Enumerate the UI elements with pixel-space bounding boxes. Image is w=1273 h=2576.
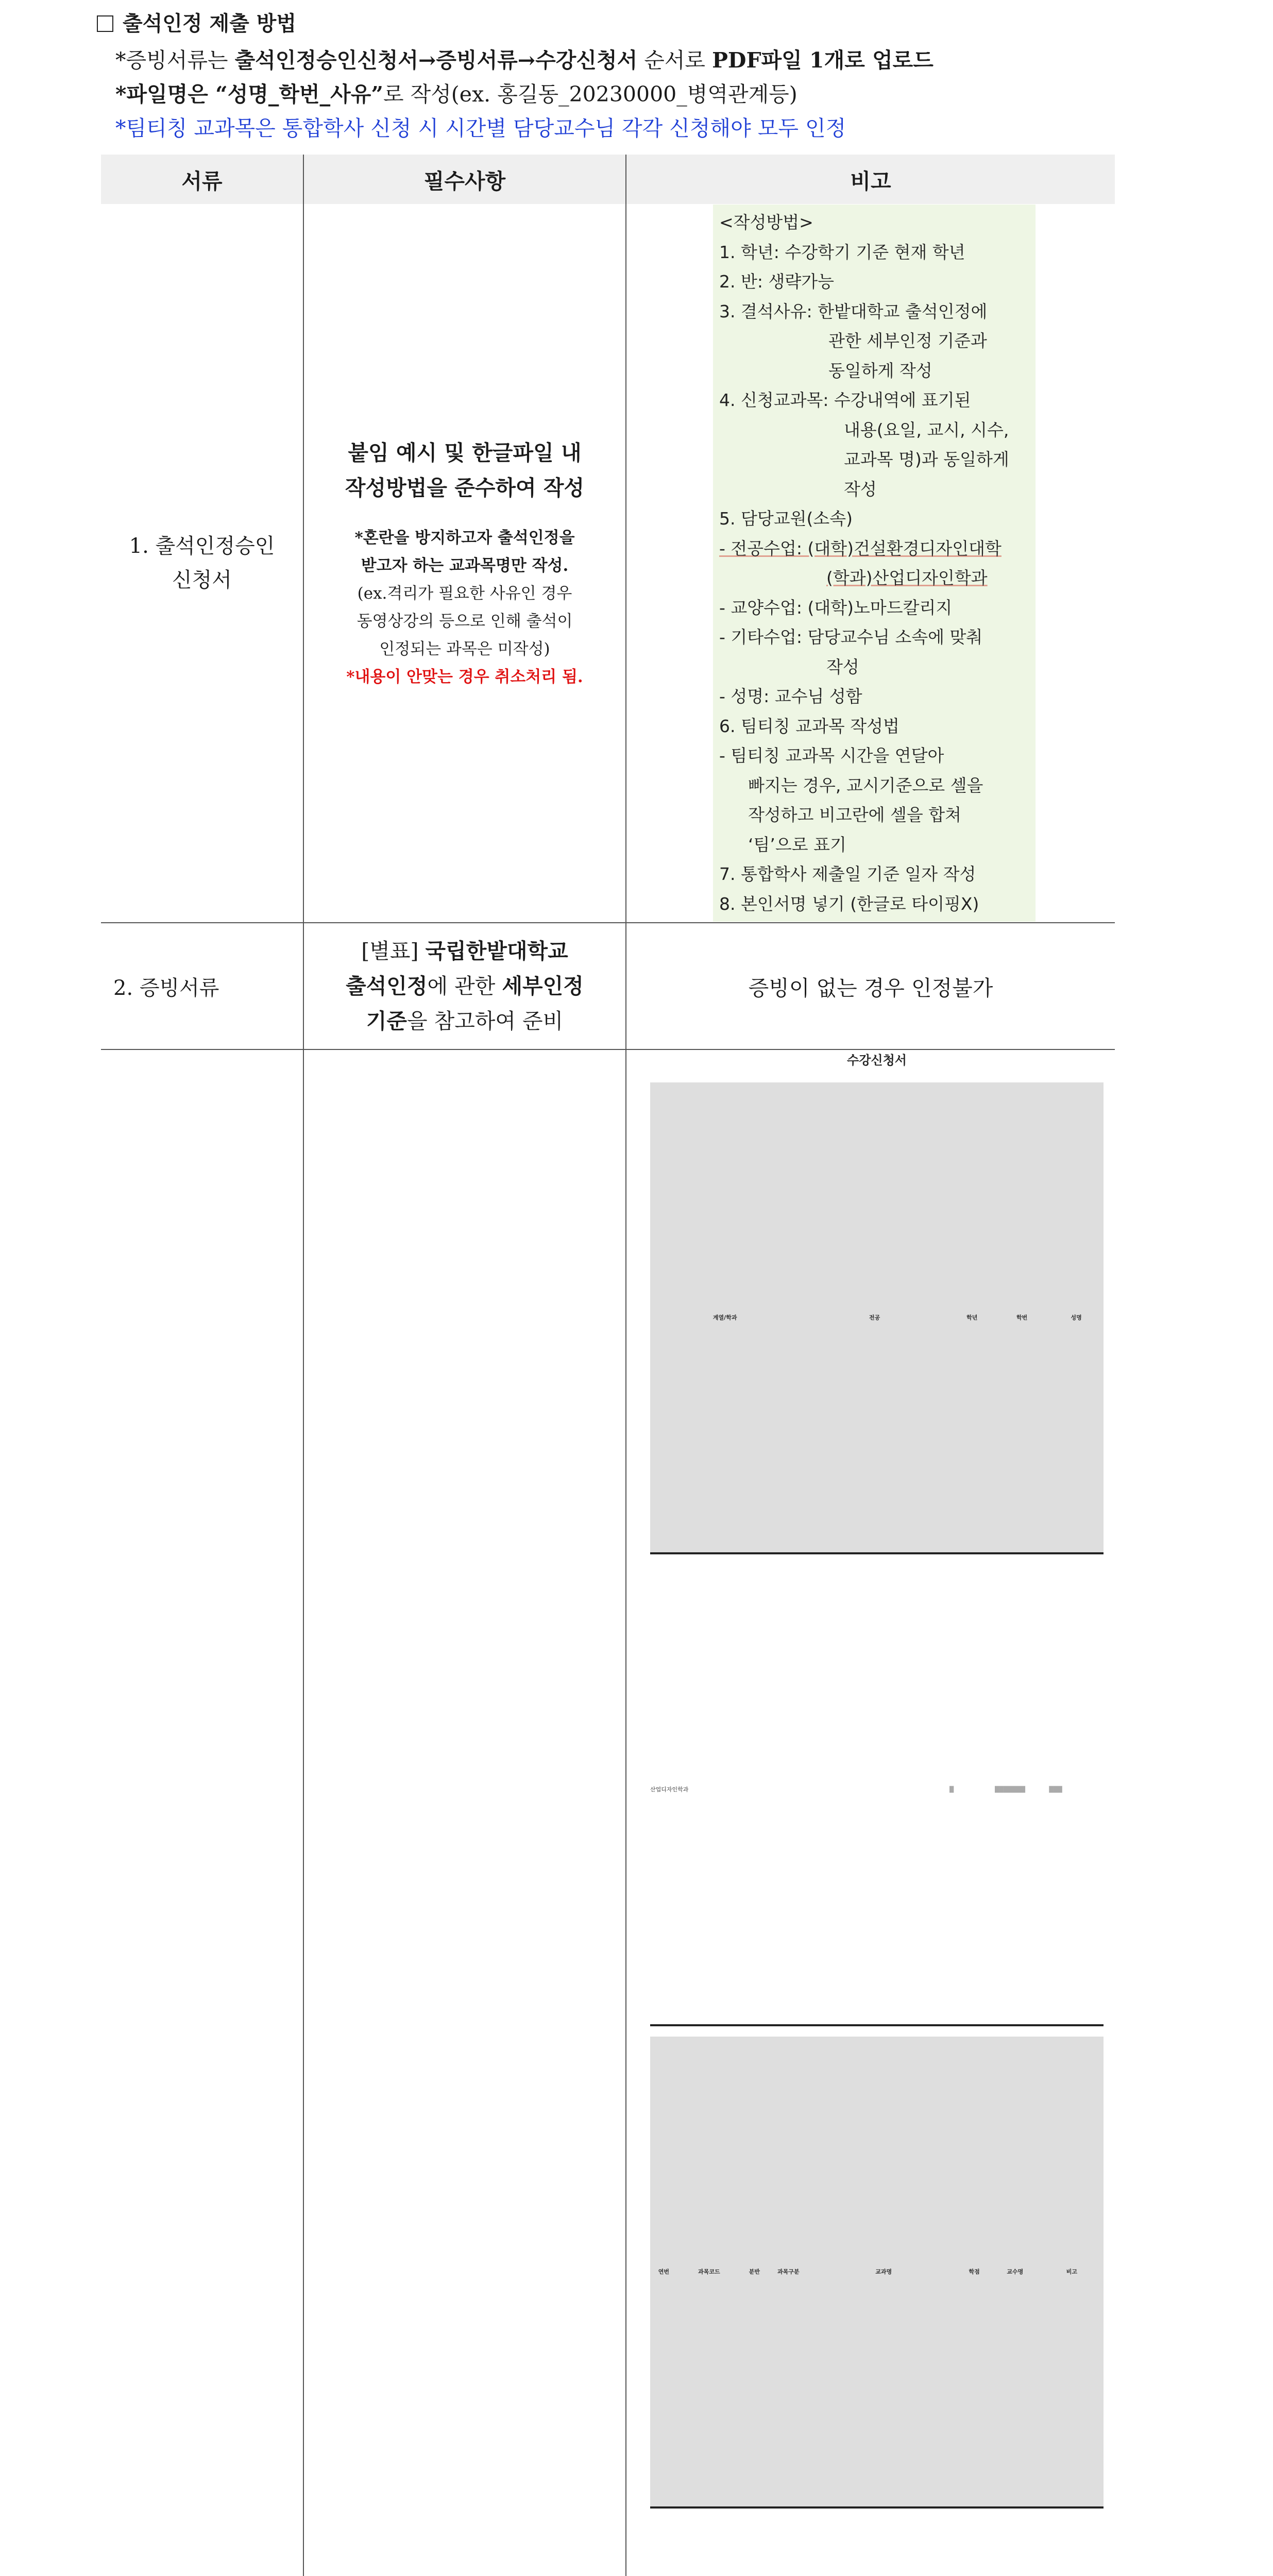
req-note-line2: 받고자 하는 교과목명만 작성. <box>361 556 569 575</box>
info-header: 학번 <box>995 1082 1049 1553</box>
header-requirements: 필수사항 <box>303 155 626 204</box>
instruction-2-example: 로 작성(ex. 홍길동_20230000_병역관계등) <box>383 82 797 107</box>
info-header: 학년 <box>949 1082 995 1553</box>
course-header: 과목코드 <box>677 2037 741 2507</box>
guide-line: (학과)산업디자인학과 <box>826 568 988 588</box>
instruction-1-mid: 순서로 <box>637 48 712 73</box>
doc-name-line2: 신청서 <box>172 568 232 592</box>
course-header: 과목구분 <box>768 2037 809 2507</box>
requirements-cell-registration <box>303 1049 626 2576</box>
instruction-1-upload: PDF파일 1개로 업로드 <box>712 48 933 73</box>
req2-suffix: 을 참고하여 준비 <box>406 1009 564 1033</box>
guide-line: 작성 <box>844 479 877 499</box>
req2-criteria: 기준 <box>366 1009 407 1033</box>
info-value: ███████ <box>995 1553 1049 2025</box>
course-cell <box>741 2507 768 2576</box>
req-main-line1: 붙임 예시 및 한글파일 내 <box>348 440 582 465</box>
instruction-line-2 <box>115 77 797 108</box>
doc-name-line1: 1. 출석인정승인 <box>129 534 275 558</box>
info-header: 전공 <box>800 1082 949 1553</box>
req-note-line3: (ex.격리가 필요한 사유인 경우 <box>357 584 572 603</box>
course-cell <box>768 2507 809 2576</box>
req-main-line2: 작성방법을 준수하여 작성 <box>345 476 585 500</box>
guide-line: - 교양수업: (대학)노마드칼리지 <box>719 597 953 618</box>
guide-line: 6. 팀티칭 교과목 작성법 <box>719 716 899 736</box>
header-remarks: 비고 <box>626 155 1115 204</box>
instruction-line-1 <box>115 43 933 74</box>
req2-detail: 세부인정 <box>502 974 584 998</box>
guide-line: 빠지는 경우, 교시기준으로 셀을 <box>748 775 983 795</box>
submission-table <box>101 155 1115 2576</box>
guide-line: 1. 학년: 수강학기 기준 현재 학년 <box>719 242 965 262</box>
req-note-line5: 인정되는 과목은 미작성) <box>379 640 550 658</box>
instruction-1-order: 출석인정승인신청서→증빙서류→수강신청서 <box>234 48 638 73</box>
guide-line: 교과목 명)과 동일하게 <box>844 449 1009 469</box>
header-document: 서류 <box>101 155 303 204</box>
guide-line: 작성하고 비고란에 셀을 합쳐 <box>748 805 962 825</box>
course-header: 학점 <box>958 2037 990 2507</box>
guide-line: 동일하게 작성 <box>828 360 932 381</box>
req2-prefix: [별표] <box>361 939 426 963</box>
guide-line: 3. 결석사유: 한밭대학교 출석인정에 <box>719 301 988 321</box>
course-header: 교수명 <box>990 2037 1040 2507</box>
section-heading <box>97 7 296 37</box>
guide-line: - 팀티칭 교과목 시간을 연달아 <box>719 745 944 766</box>
remarks-cell-registration <box>626 1049 1115 2576</box>
guide-line: 4. 신청교과목: 수강내역에 표기된 <box>719 390 971 410</box>
course-cell <box>1040 2507 1104 2576</box>
req2-mid: 에 관한 <box>427 974 502 998</box>
remarks-cell-application <box>626 204 1115 923</box>
guide-line: ‘팀’으로 표기 <box>748 834 846 855</box>
instruction-2-filename: *파일명은 “성명_학번_사유” <box>115 82 383 107</box>
req-warning: *내용이 안맞는 경우 취소처리 됨. <box>346 668 583 686</box>
doc-cell-evidence: 2. 증빙서류 <box>101 923 303 1049</box>
course-cell <box>990 2507 1040 2576</box>
course-cell <box>958 2507 990 2576</box>
checkbox-square-icon <box>97 15 113 32</box>
doc-cell-application <box>101 204 303 923</box>
req2-university: 국립한밭대학교 <box>425 939 568 963</box>
course-cell <box>650 2507 677 2576</box>
course-registration-form-image <box>650 1050 1104 2576</box>
req-note-line1: *혼란을 방지하고자 출석인정을 <box>354 529 575 547</box>
info-header: 계열/학과 <box>650 1082 800 1553</box>
guide-line: 작성 <box>826 656 859 677</box>
guide-line: 내용(요일, 교시, 시수, <box>844 419 1009 440</box>
req-note-line4: 동영상강의 등으로 인해 출석이 <box>357 612 573 631</box>
form-course-table <box>650 2037 1104 2576</box>
guide-line: - 성명: 교수님 성함 <box>719 686 862 706</box>
course-cell <box>677 2507 741 2576</box>
guide-line: 7. 통합학사 제출일 기준 일자 작성 <box>719 864 976 884</box>
remarks-cell-evidence: 증빙이 없는 경우 인정불가 <box>626 923 1115 1049</box>
course-cell <box>809 2507 958 2576</box>
course-header: 분반 <box>741 2037 768 2507</box>
requirements-cell-evidence <box>303 923 626 1049</box>
table-row-evidence <box>101 923 1115 1049</box>
guide-line: - 전공수업: (대학)건설환경디자인대학 <box>719 538 1002 558</box>
info-value: 산업디자인학과 <box>650 1553 800 2025</box>
course-row <box>650 2507 1104 2576</box>
course-header: 비고 <box>1040 2037 1104 2507</box>
doc-cell-registration <box>101 1049 303 2576</box>
guide-line: 5. 담당교원(소속) <box>719 509 853 529</box>
guide-line: 2. 반: 생략가능 <box>719 272 834 292</box>
instruction-line-3: *팀티칭 교과목은 통합학사 신청 시 시간별 담당교수님 각각 신청해야 모두 인정 <box>115 116 846 141</box>
info-value: ███ <box>1049 1553 1104 2025</box>
table-header-row <box>101 155 1115 204</box>
form-info-table <box>650 1082 1104 2026</box>
info-header: 성명 <box>1049 1082 1104 1553</box>
guide-line: - 기타수업: 담당교수님 소속에 맞춰 <box>719 627 983 647</box>
guide-line: 8. 본인서명 넣기 (한글로 타이핑X) <box>719 893 979 914</box>
table-row-application <box>101 204 1115 923</box>
req2-attendance: 출석인정 <box>346 974 428 998</box>
guide-line: 관한 세부인정 기준과 <box>828 331 987 351</box>
writing-guide-box <box>713 205 1036 922</box>
info-value <box>800 1553 949 2025</box>
requirements-cell-application <box>303 204 626 923</box>
info-value: █ <box>949 1553 995 2025</box>
heading-text: 출석인정 제출 방법 <box>123 11 296 36</box>
course-header-row <box>650 2037 1104 2507</box>
course-header: 교과명 <box>809 2037 958 2507</box>
instruction-1-prefix: *증빙서류는 <box>115 48 235 73</box>
course-header: 연번 <box>650 2037 677 2507</box>
form-title: 수강신청서 <box>847 1053 907 1067</box>
guide-line: <작성방법> <box>719 212 813 232</box>
table-row-registration <box>101 1049 1115 2576</box>
